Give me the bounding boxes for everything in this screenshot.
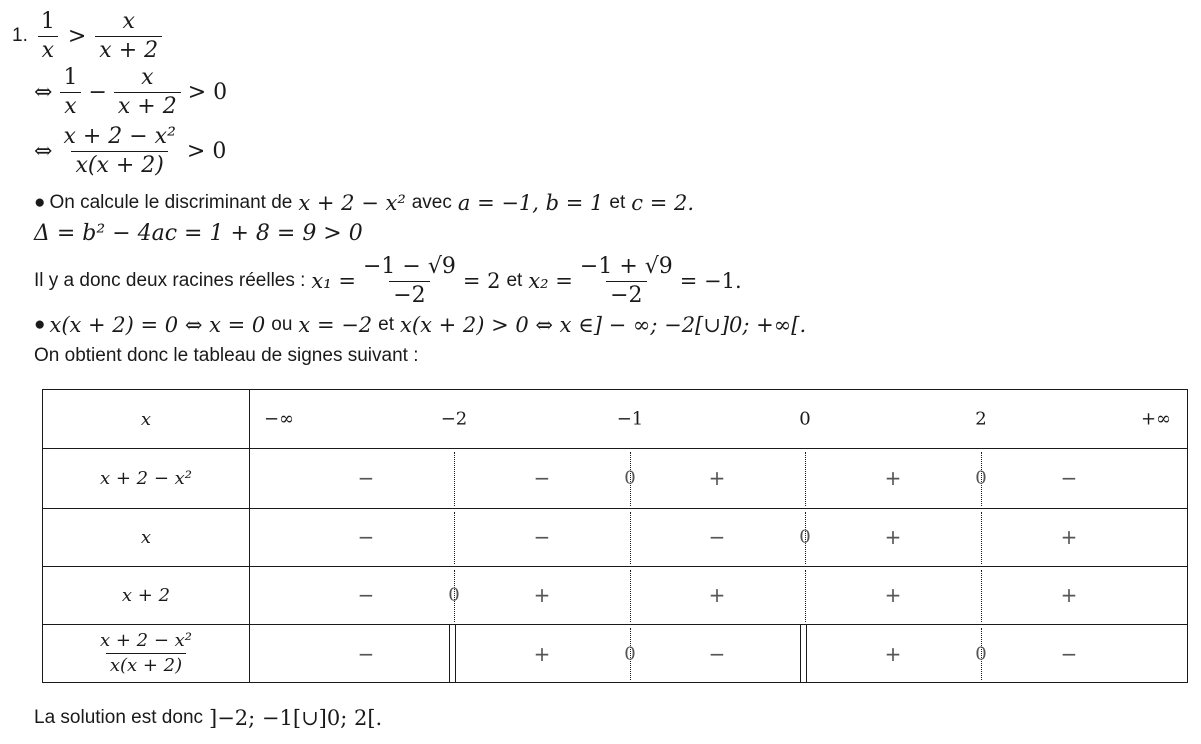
dotted-divider: [630, 512, 631, 564]
coefficients: a = −1, b = 1: [457, 191, 604, 215]
coefficient-c: c = 2.: [631, 191, 695, 215]
sign: −: [708, 642, 726, 666]
text: et: [609, 192, 626, 213]
denominator: −2: [606, 281, 646, 309]
header-value: −∞: [263, 408, 295, 430]
text: avec: [411, 192, 452, 213]
expression: x = −2: [298, 313, 373, 337]
header-value: +∞: [1140, 408, 1172, 430]
roots-sentence: [34, 250, 742, 312]
solution-set: ]−2; −1[∪]0; 2[.: [209, 706, 383, 730]
equivalence-symbol: ⇔: [34, 79, 53, 105]
x2-fraction: [576, 254, 677, 309]
fraction-1-over-x: [37, 9, 59, 64]
numerator: x: [122, 8, 135, 34]
denominator: x(x + 2): [106, 653, 186, 677]
numerator: x + 2 − x²: [63, 123, 176, 149]
combined-fraction: [59, 124, 179, 179]
sign: −: [533, 525, 551, 549]
sign: +: [533, 642, 551, 666]
numerator: 1: [63, 64, 78, 90]
fraction-1-over-x: [59, 65, 81, 120]
text: La solution est donc: [34, 707, 204, 728]
expression: x(x + 2) = 0 ⇔ x = 0: [49, 313, 266, 337]
dotted-divider: [630, 570, 631, 622]
sign: +: [884, 583, 902, 607]
denominator: x: [38, 36, 58, 64]
row-label-text: x + 2 − x²: [99, 467, 193, 489]
x2-label: x₂ =: [528, 269, 573, 293]
exercise-number: 1.: [12, 25, 28, 46]
sign: −: [357, 583, 375, 607]
sign: +: [884, 466, 902, 490]
zero: 0: [624, 643, 636, 665]
sign: +: [533, 583, 551, 607]
zero: 0: [448, 584, 460, 606]
row-label-text: x + 2: [121, 584, 171, 606]
equivalence-symbol: ⇔: [34, 138, 53, 164]
sign: −: [357, 466, 375, 490]
table-intro: [34, 342, 418, 370]
dotted-divider: [454, 512, 455, 564]
sign-table: [42, 389, 1188, 683]
header-value: −2: [440, 408, 468, 430]
greater-than: >: [67, 23, 87, 49]
expression: x + 2 − x²: [298, 191, 406, 215]
fraction-x-over-x-plus-2: [95, 9, 162, 64]
x1-fraction: [359, 254, 460, 309]
forbidden-value-bar: [449, 625, 456, 682]
bullet: ●: [34, 314, 46, 335]
step-3: [34, 120, 226, 182]
x2-value: = −1.: [679, 269, 742, 293]
numerator: x + 2 − x²: [99, 629, 193, 651]
inequality-tail: > 0: [186, 138, 227, 164]
x1-value: = 2: [462, 269, 501, 293]
row-label: [43, 624, 249, 682]
zero: 0: [799, 526, 811, 548]
numerator: −1 − √9: [362, 253, 456, 279]
sign: −: [357, 525, 375, 549]
sign: +: [884, 642, 902, 666]
sign: −: [357, 642, 375, 666]
step-2: [34, 62, 227, 122]
dotted-divider: [805, 570, 806, 622]
denominator: x + 2: [114, 92, 181, 120]
sign: −: [708, 525, 726, 549]
row-label-text: x: [140, 526, 152, 548]
column-divider: [249, 390, 250, 682]
expression: x(x + 2) > 0 ⇔ x ∈] − ∞; −2[∪]0; +∞[.: [400, 313, 807, 337]
numerator: 1: [40, 8, 55, 34]
text: et: [506, 270, 523, 291]
sign: −: [1060, 466, 1078, 490]
sign: −: [1060, 642, 1078, 666]
delta-expression: Δ = b² − 4ac = 1 + 8 = 9 > 0: [34, 220, 363, 246]
dotted-divider: [981, 512, 982, 564]
quotient-fraction: [96, 630, 196, 677]
product-sign-sentence: [34, 310, 806, 340]
text: Il y a donc deux racines réelles :: [34, 270, 306, 291]
sign: −: [533, 466, 551, 490]
header-value: −1: [616, 408, 644, 430]
row-label: [43, 508, 249, 566]
row-label: [43, 566, 249, 624]
inequality-tail: > 0: [187, 79, 228, 105]
denominator: x: [60, 92, 80, 120]
header-variable-label: x: [140, 408, 152, 430]
denominator: −2: [389, 281, 429, 309]
row-label: [43, 448, 249, 508]
numerator: x: [141, 64, 154, 90]
step-1: [12, 4, 165, 68]
delta-computation: [34, 218, 363, 248]
dotted-divider: [805, 452, 806, 506]
text: On obtient donc le tableau de signes suivant :: [34, 345, 419, 366]
discriminant-sentence: [34, 189, 694, 217]
minus-symbol: −: [88, 79, 107, 105]
header-variable: [43, 390, 249, 448]
sign: +: [708, 583, 726, 607]
dotted-divider: [454, 452, 455, 506]
header-value: 0: [799, 408, 811, 430]
sign: +: [884, 525, 902, 549]
sign: +: [1060, 525, 1078, 549]
bullet: ●: [34, 192, 46, 213]
header-value: 2: [975, 408, 987, 430]
zero: 0: [624, 467, 636, 489]
dotted-divider: [981, 570, 982, 622]
forbidden-value-bar: [800, 625, 807, 682]
denominator: x(x + 2): [71, 151, 167, 179]
text: et: [378, 314, 395, 335]
x1-label: x₁ =: [311, 269, 356, 293]
text: ou: [271, 314, 293, 335]
sign: +: [708, 466, 726, 490]
numerator: −1 + √9: [579, 253, 673, 279]
sign: +: [1060, 583, 1078, 607]
text: On calcule le discriminant de: [49, 192, 293, 213]
zero: 0: [975, 643, 987, 665]
conclusion: [34, 704, 382, 732]
zero: 0: [975, 467, 987, 489]
fraction-x-over-x-plus-2: [114, 65, 181, 120]
denominator: x + 2: [95, 36, 162, 64]
